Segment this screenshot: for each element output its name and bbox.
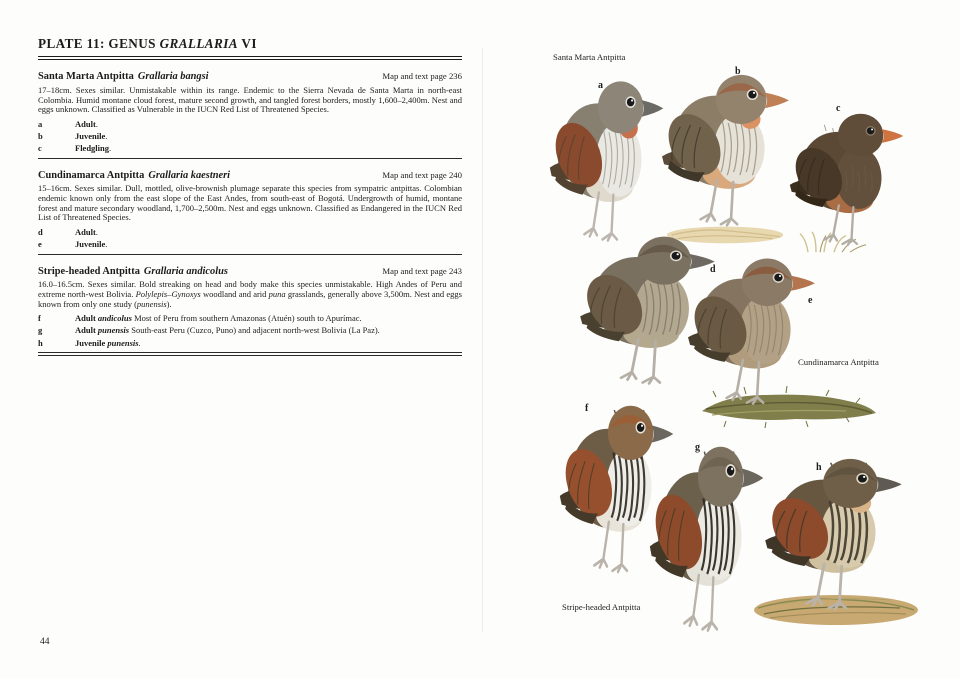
figure-key-letter: d [38, 227, 43, 238]
figure-key-text: Adult. [75, 227, 98, 238]
bird-e-illustration [686, 250, 818, 416]
bird-b-illustration [660, 66, 792, 238]
description-segment: 15–16cm. Sexes similar. Dull, mottled, olive-brownish plumage separate this species from sympatric antpittas. Colombian endemic known only from the east slope of the East Andes, from south-east of Bogotá. Undergrowth of humid, montane forest and mature secondary woodland, 1,700–2,500m. Nest and eggs unknown. Classified as Endangered in the IUCN Red List of Threatened Species. [38, 183, 462, 223]
map-and-text-page-ref: Map and text page 236 [382, 71, 462, 82]
bird-c-illustration [788, 106, 906, 256]
map-and-text-page-ref: Map and text page 243 [382, 265, 462, 276]
plate-letter-g: g [695, 442, 700, 453]
species-scientific-name: Grallaria kaestneri [148, 169, 231, 181]
figure-key-letter: h [38, 337, 43, 348]
description-segment: 17–18cm. Sexes similar. Unmistakable within its range. Endemic to the Sierra Nevada de Santa Marta in north-east Colombia. Humid montane cloud forest, mature second growth, and tangled forest borders, mostly 1,600–2,400m. Nest and eggs unknown. Classified as Vulnerable in the IUCN Red List of Threatened Species. [38, 84, 462, 115]
description-segment: puna [268, 288, 286, 299]
plate-letter-f: f [585, 403, 589, 414]
species-scientific-name: Grallaria bangsi [137, 71, 209, 83]
description-segment: Polylepis–Gynoxys [135, 288, 201, 299]
bird-g-illustration [648, 436, 766, 646]
page-number: 44 [40, 637, 50, 647]
figure-key-letter: e [38, 239, 42, 250]
figure-key-letter: c [38, 143, 42, 154]
figure-key-letter: b [38, 131, 43, 142]
plate-letter-h: h [816, 462, 822, 473]
species-scientific-name: Grallaria andicolus [143, 265, 228, 277]
plate-letter-c: c [836, 103, 841, 114]
bird-h-illustration [763, 450, 905, 622]
figure-key-text: Fledgling. [75, 143, 112, 154]
plate-letter-e: e [808, 295, 813, 306]
description-segment: ). [166, 298, 172, 309]
species-label: Santa Marta Antpitta [553, 52, 626, 62]
figure-key-text: Juvenile. [75, 131, 108, 142]
plate-letter-d: d [710, 264, 716, 275]
figure-key-letter: f [38, 313, 41, 324]
plate-letter-b: b [735, 66, 741, 77]
plate-title-suffix: VI [237, 36, 257, 51]
figure-key-letter: g [38, 325, 43, 336]
species-common-name: Cundinamarca Antpitta [38, 169, 145, 181]
figure-key-text: Adult andicolus Most of Peru from southern Amazonas (Atuén) south to Apurímac. [75, 313, 362, 324]
plate-title-prefix: PLATE 11: GENUS [38, 36, 160, 51]
figure-key-letter: a [38, 119, 43, 129]
bird-a-illustration [548, 72, 666, 254]
description-segment: 16.0–16.5cm. Sexes similar. Bold streaking on head and body make this species unmistakable. High Andes of Peru and extreme north-west Bolivia. [38, 279, 462, 299]
plate-letter-a: a [598, 80, 603, 91]
figure-key-text: Juvenile. [75, 239, 108, 250]
species-label: Stripe-headed Antpitta [562, 602, 641, 612]
description-segment: punensis [136, 298, 167, 309]
description-segment: grasslands, generally above 3,500m. Nest and eggs known from only one study ( [38, 288, 462, 309]
figure-key-text: Juvenile punensis. [75, 337, 141, 348]
map-and-text-page-ref: Map and text page 240 [382, 169, 462, 180]
species-common-name: Stripe-headed Antpitta [38, 265, 140, 277]
plate-title-genus: GRALLARIA [159, 36, 238, 51]
figure-key-text: Adult. [75, 119, 98, 129]
species-common-name: Santa Marta Antpitta [38, 71, 134, 83]
description-segment: woodland and arid [200, 288, 269, 299]
figure-key-text: Adult punensis South-east Peru (Cuzco, Puno) and adjacent north-west Bolivia (La Paz). [75, 325, 380, 336]
species-label: Cundinamarca Antpitta [798, 357, 879, 367]
